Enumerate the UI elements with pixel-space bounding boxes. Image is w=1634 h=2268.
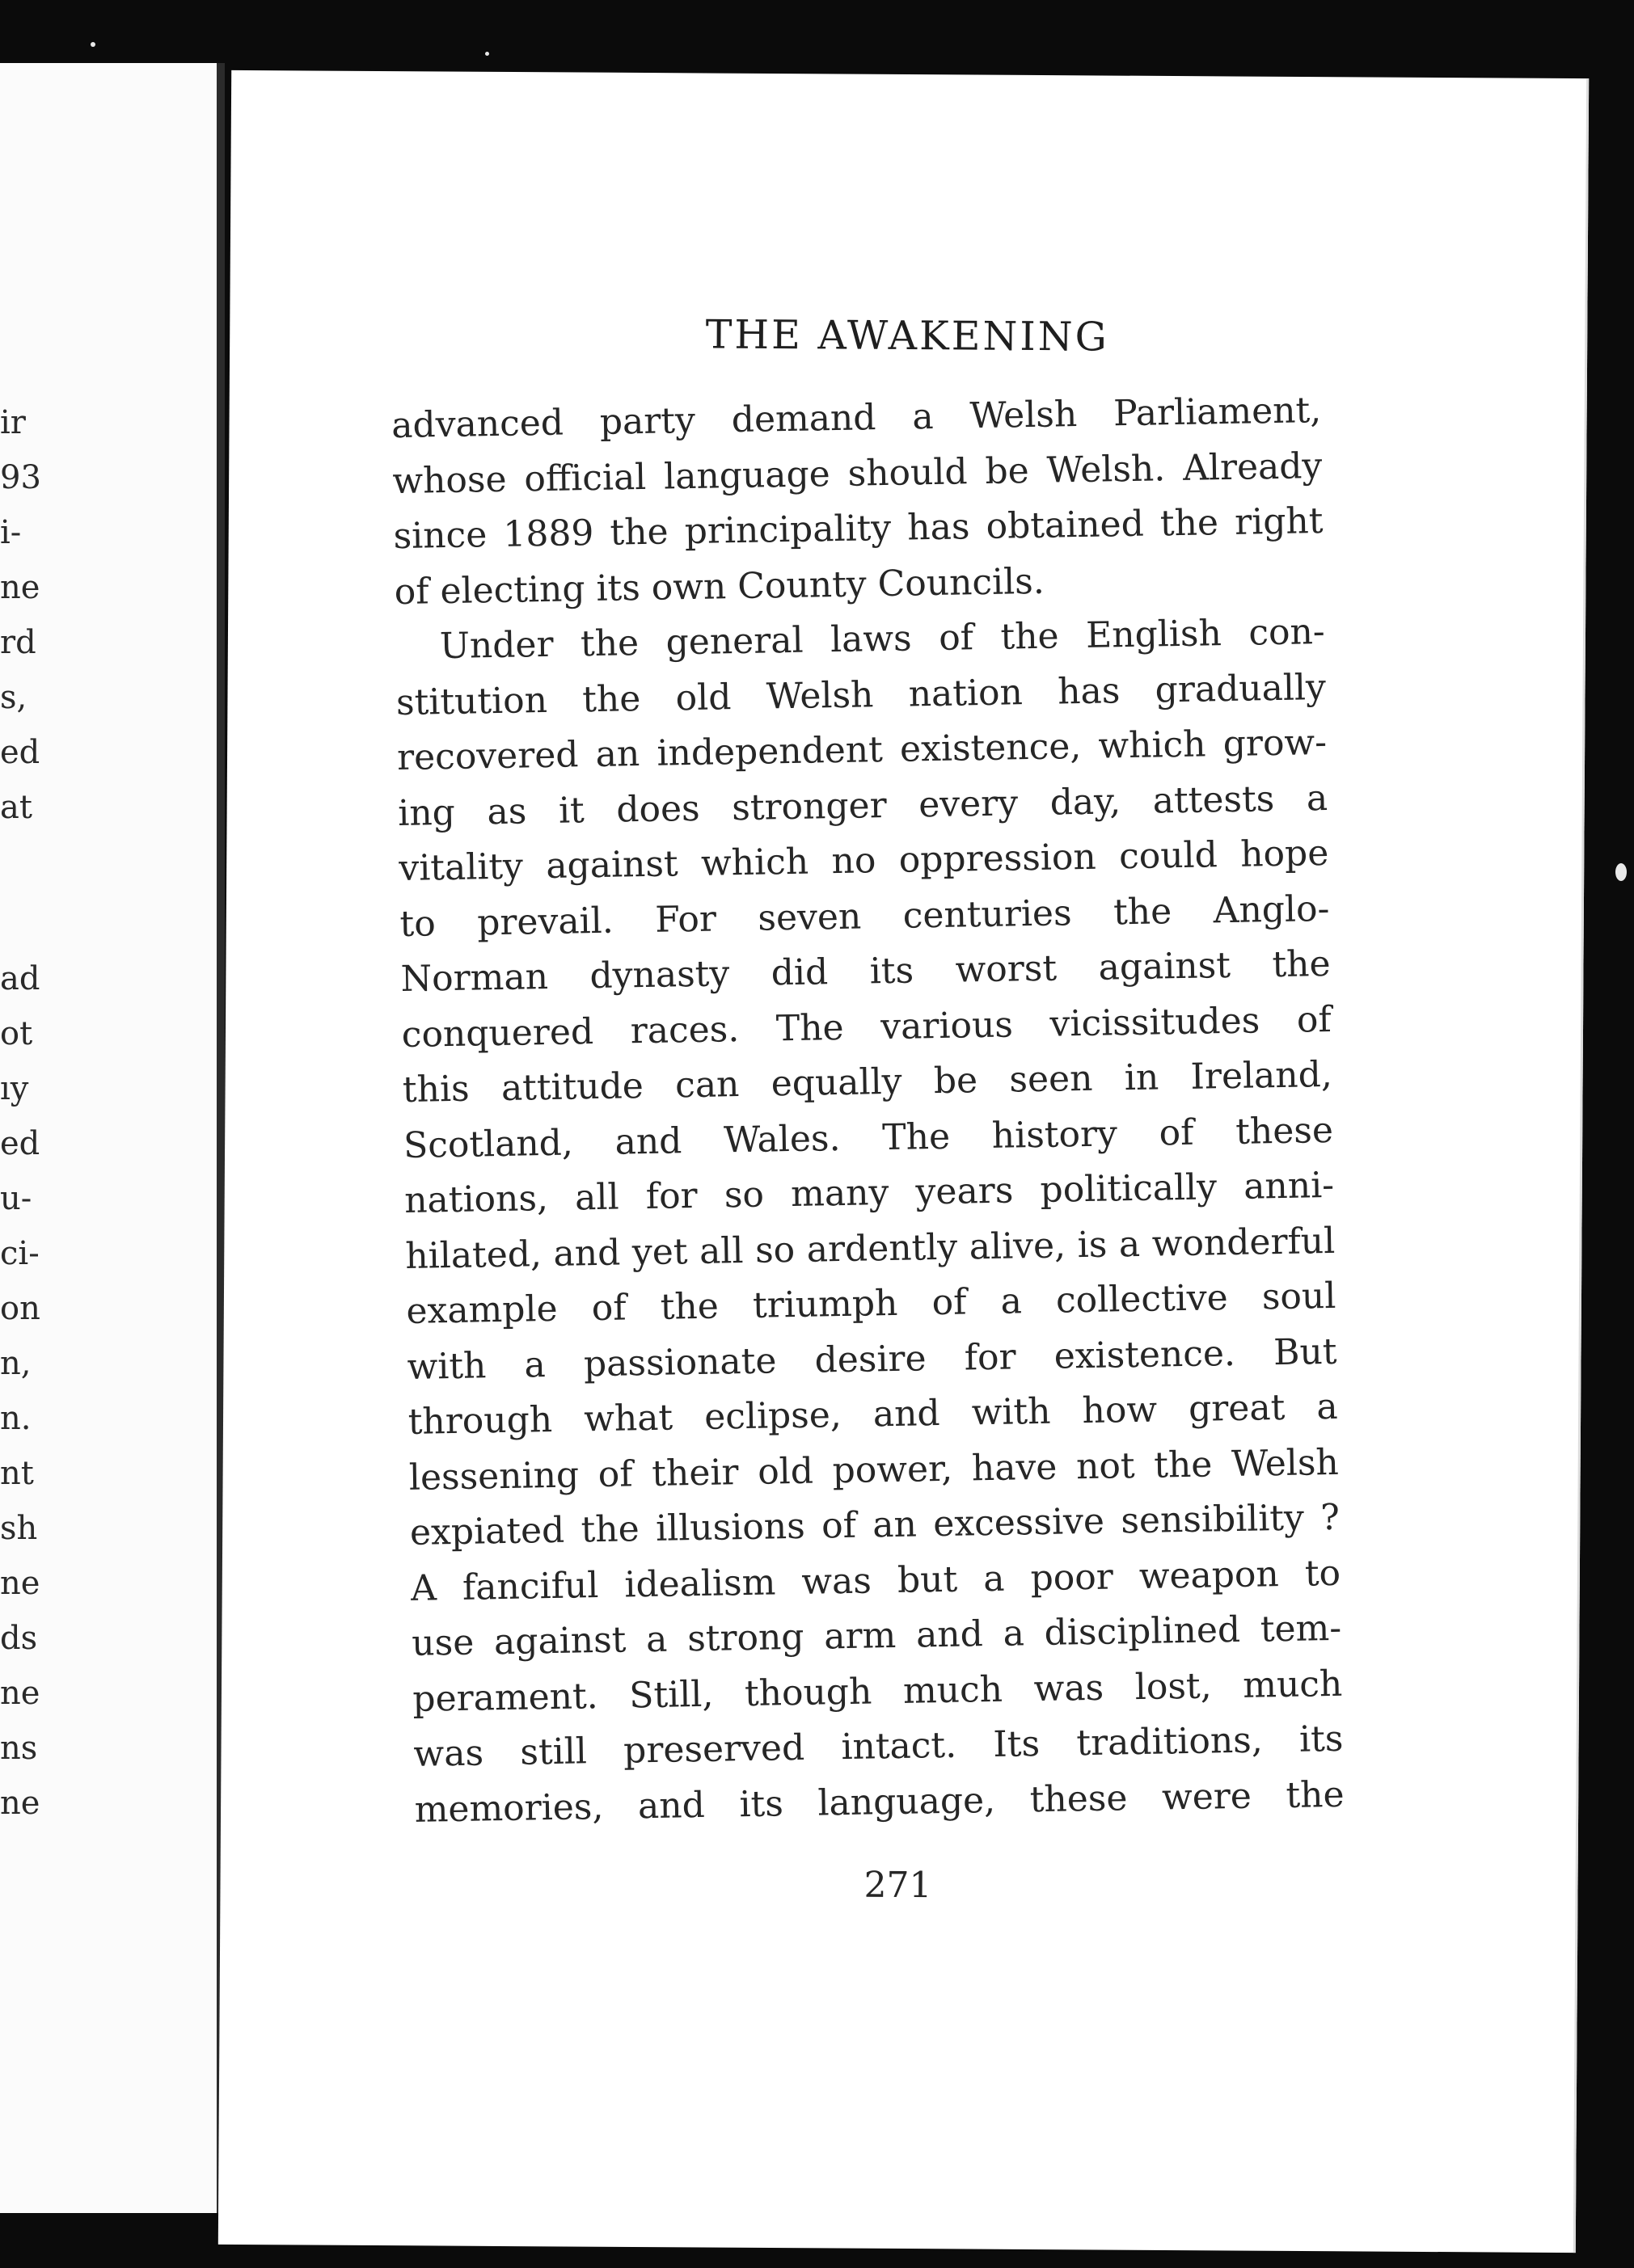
left-fragment: i- — [0, 514, 22, 551]
text-line: lessening of their old power, have not the Welsh — [408, 1441, 1340, 1499]
left-fragment: ds — [0, 1620, 38, 1657]
book-page — [218, 70, 1589, 2253]
text-line: ing as it does stronger every day, attests a — [397, 777, 1328, 834]
scan-speck — [91, 42, 95, 47]
left-fragment: ns — [0, 1730, 38, 1767]
text-line: through what eclipse, and with how great a — [407, 1385, 1339, 1443]
previous-page-edge — [0, 63, 217, 2213]
text-line: whose official language should be Welsh. Already — [392, 445, 1323, 502]
text-line: memories, and its language, these were the — [414, 1773, 1345, 1831]
left-fragment: ed — [0, 734, 40, 771]
text-line: A fanciful idealism was but a poor weapon to — [410, 1552, 1341, 1609]
page-number: 271 — [863, 1864, 932, 1907]
scan-speck — [1615, 863, 1627, 881]
left-fragment: n, — [0, 1345, 32, 1382]
left-fragment: ne — [0, 1785, 40, 1822]
text-line: this attitude can equally be seen in Ireland, — [402, 1053, 1333, 1111]
left-fragment: at — [0, 789, 32, 826]
left-fragment: ıy — [0, 1070, 29, 1107]
text-line: vitality against which no oppression could hope — [398, 832, 1329, 890]
left-fragment: s, — [0, 679, 27, 716]
left-fragment: ot — [0, 1015, 33, 1052]
left-fragment: ne — [0, 569, 40, 606]
left-fragment: 93 — [0, 459, 41, 496]
left-fragment: ed — [0, 1125, 40, 1162]
text-line: to prevail. For seven centuries the Anglo- — [399, 887, 1330, 945]
left-fragment: n. — [0, 1400, 32, 1437]
text-line: recovered an independent existence, which grow- — [396, 721, 1328, 779]
text-line: was still preserved intact. Its traditions, its — [413, 1718, 1344, 1775]
text-line: expiated the illusions of an excessive sensibility ? — [409, 1496, 1341, 1553]
left-fragment: ne — [0, 1675, 40, 1712]
text-line: Under the general laws of the English con- — [439, 611, 1326, 668]
left-fragment: on — [0, 1290, 40, 1327]
left-fragment: rd — [0, 624, 36, 661]
text-line: perament. Still, though much was lost, much — [412, 1663, 1343, 1720]
text-line: with a passionate desire for existence. But — [407, 1330, 1337, 1388]
scan-speck — [485, 52, 489, 56]
left-fragment: nt — [0, 1455, 34, 1492]
text-line: use against a strong arm and a disciplined tem- — [411, 1607, 1342, 1664]
text-line: of electing its own County Councils. — [394, 560, 1045, 613]
text-line: advanced party demand a Welsh Parliament, — [391, 390, 1322, 447]
text-line: hilated, and yet all so ardently alive, is a wonderful — [404, 1220, 1336, 1277]
left-fragment: u- — [0, 1180, 32, 1217]
left-fragment: ad — [0, 960, 40, 997]
text-line: Scotland, and Wales. The history of these — [403, 1109, 1334, 1166]
left-fragment: ne — [0, 1565, 40, 1602]
left-fragment: ir — [0, 404, 26, 441]
left-fragment: ci- — [0, 1235, 40, 1272]
text-line: conquered races. The various vicissitudes of — [401, 998, 1332, 1056]
text-line: nations, all for so many years politically anni- — [403, 1164, 1335, 1221]
running-head: THE AWAKENING — [705, 311, 1109, 360]
text-line: example of the triumph of a collective soul — [406, 1275, 1336, 1332]
body-text — [391, 383, 1345, 1838]
text-line: stitution the old Welsh nation has gradually — [395, 666, 1327, 723]
text-line: since 1889 the principality has obtained the right — [393, 500, 1324, 558]
text-line: Norman dynasty did its worst against the — [400, 942, 1331, 1001]
left-fragment: sh — [0, 1510, 38, 1547]
